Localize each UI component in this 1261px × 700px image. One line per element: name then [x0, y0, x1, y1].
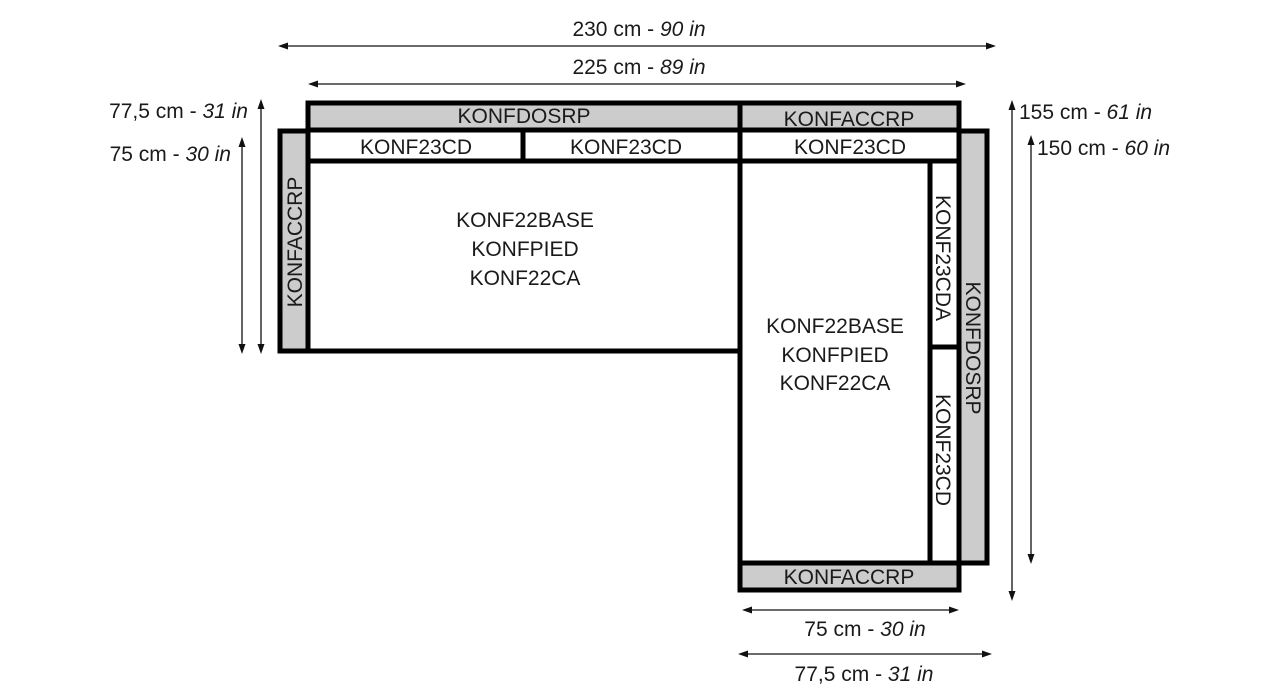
armrest-top-right-label: KONFACCRP	[783, 108, 915, 131]
back-top-label: KONFDOSRP	[457, 105, 591, 128]
dim-bottom-inner-text: 75 cm - 30 in	[804, 618, 926, 641]
armrest-left-label: KONFACCRP	[284, 176, 307, 308]
dim-left-inner-text: 75 cm - 30 in	[109, 143, 231, 166]
dim-arrow-top-inner	[308, 81, 966, 88]
dim-arrow-bottom-outer	[738, 651, 992, 658]
dim-arrow-left-inner	[239, 137, 246, 354]
cushion-top-2-label: KONF23CD	[569, 136, 683, 159]
cushion-top-1-label: KONF23CD	[359, 136, 473, 159]
cushion-right-upper-label: KONF23CDA	[931, 194, 954, 322]
cushion-right-lower-label: KONF23CD	[931, 393, 954, 507]
dim-right-inner-text: 150 cm - 60 in	[1037, 137, 1171, 160]
seat-left-line-2: KONFPIED	[471, 238, 579, 261]
seat-right-line-3: KONF22CA	[779, 372, 891, 395]
cushion-top-3-label: KONF23CD	[793, 136, 907, 159]
dim-left-outer-text: 77,5 cm - 31 in	[109, 100, 248, 123]
armrest-bottom-label: KONFACCRP	[783, 566, 915, 589]
dim-arrow-bottom-inner	[742, 607, 959, 614]
seat-left-line-1: KONF22BASE	[456, 209, 594, 232]
dim-arrow-left-outer	[258, 99, 265, 354]
dim-bottom-outer-text: 77,5 cm - 31 in	[794, 663, 934, 686]
dim-arrow-top-outer	[278, 43, 996, 50]
dim-arrow-right-inner	[1028, 135, 1035, 564]
back-right-label: KONFDOSRP	[961, 281, 984, 415]
dim-top-outer-text: 230 cm - 90 in	[572, 18, 706, 41]
seat-right-line-1: KONF22BASE	[766, 315, 904, 338]
dim-top-inner-text: 225 cm - 89 in	[572, 56, 706, 79]
dim-arrow-right-outer	[1009, 100, 1016, 601]
seat-right-line-2: KONFPIED	[781, 344, 889, 367]
seat-left-line-3: KONF22CA	[469, 267, 581, 290]
dim-right-outer-text: 155 cm - 61 in	[1019, 101, 1153, 124]
